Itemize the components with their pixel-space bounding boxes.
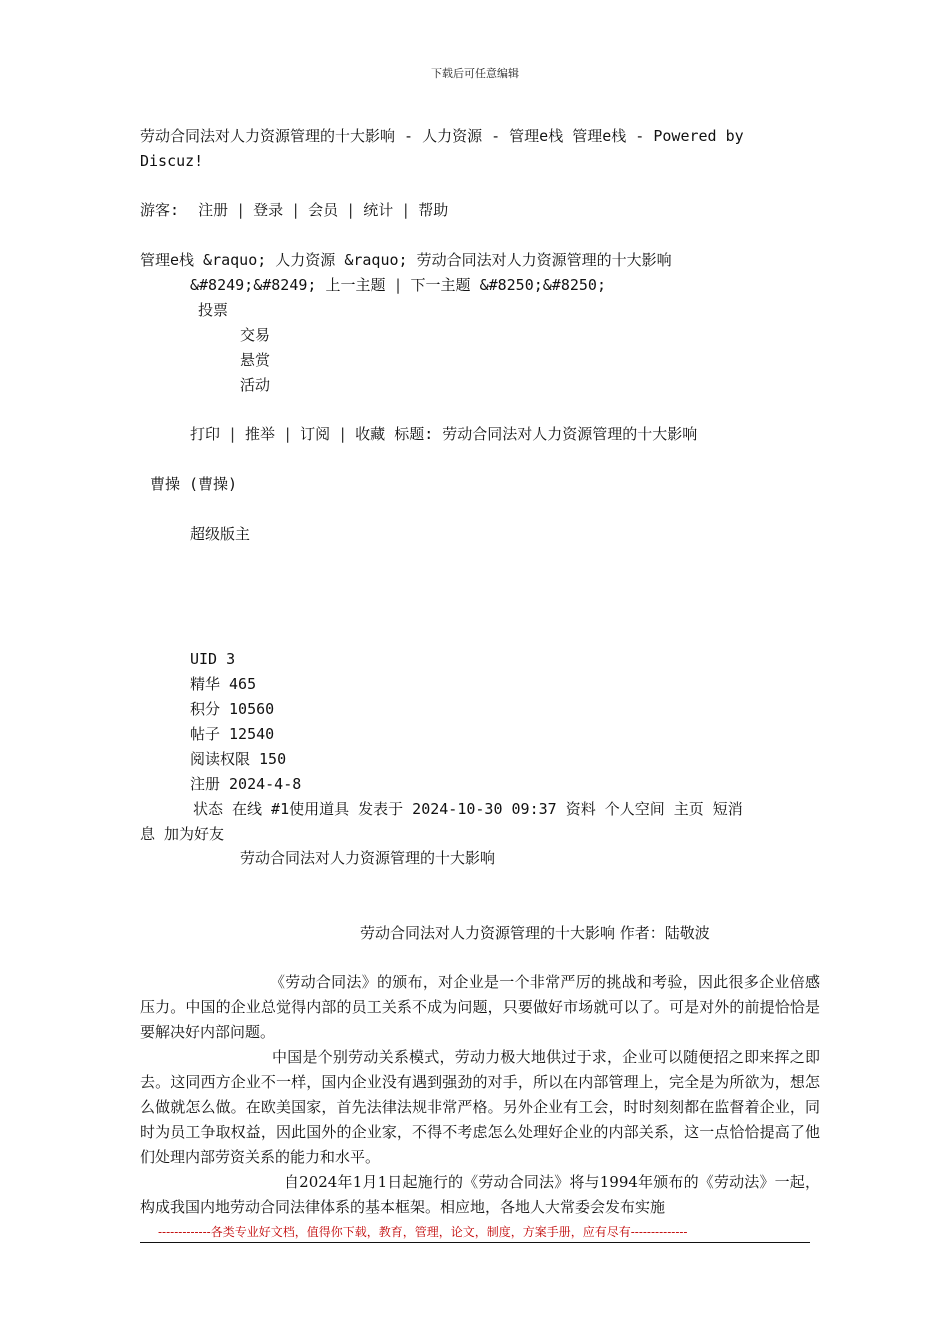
nav-stats[interactable]: 统计 [363, 201, 394, 219]
author-rank: 超级版主 [190, 525, 251, 543]
guest-label: 游客: [140, 201, 180, 219]
post-meta-line2: 息 加为好友 [140, 825, 225, 843]
nav-login[interactable]: 登录 [253, 201, 284, 219]
download-note: 下载后可任意编辑 [431, 67, 519, 80]
post-type-activity[interactable]: 活动 [240, 376, 271, 394]
footer-divider [140, 1242, 810, 1243]
author-stat-digest: 精华 465 [190, 675, 257, 693]
recommend-link[interactable]: 推举 [245, 425, 276, 443]
thread-nav: &#8249;&#8249; 上一主题 | 下一主题 &#8250;&#8250; [190, 276, 606, 294]
post-type-reward[interactable]: 悬赏 [240, 351, 271, 369]
author-stat-registered: 注册 2024-4-8 [190, 775, 302, 793]
page-title-line1: 劳动合同法对人力资源管理的十大影响 - 人力资源 - 管理e栈 管理e栈 - Powered by [140, 127, 744, 145]
post-meta-line1: 状态 在线 #1使用道具 发表于 2024-10-30 09:37 资料 个人空间 主页 短消 [193, 800, 743, 818]
nav-members[interactable]: 会员 [308, 201, 339, 219]
author-stat-posts: 帖子 12540 [190, 725, 275, 743]
guest-nav: 游客: 注册 | 登录 | 会员 | 统计 | 帮助 [140, 201, 449, 219]
nav-help[interactable]: 帮助 [418, 201, 449, 219]
subscribe-link[interactable]: 订阅 [300, 425, 331, 443]
thread-title: 标题: 劳动合同法对人力资源管理的十大影响 [394, 425, 698, 443]
print-link[interactable]: 打印 [190, 425, 221, 443]
author-stat-points: 积分 10560 [190, 700, 275, 718]
article-paragraph-2: 中国是个别劳动关系模式，劳动力极大地供过于求，企业可以随便招之即来挥之即去。这同西方企业不一样，国内企业没有遇到强劲的对手，所以在内部管理上，完全是为所欲为，想怎么做就怎么做。在欧美国家，首先法律法规非常严格。另外企业有工会，时时刻刻都在监督着企业，同时为员工争取权益，因此国外的企业家，不得不考虑怎么处理好企业的内部关系，这一点恰恰提高了他们处理内部劳资关系的能力和水平。 [140, 1048, 820, 1166]
nav-register[interactable]: 注册 [198, 201, 229, 219]
author-name[interactable]: 曹操 (曹操) [150, 475, 238, 493]
author-stat-uid: UID 3 [190, 650, 236, 668]
article-paragraph-3: 自2024年1月1日起施行的《劳动合同法》将与1994年颁布的《劳动法》一起，构成我国内地劳动合同法律体系的基本框架。相应地，各地人大常委会发布实施 [140, 1173, 820, 1216]
article-heading: 劳动合同法对人力资源管理的十大影响 作者：陆敬波 [360, 924, 710, 942]
article-paragraph-1: 《劳动合同法》的颁布，对企业是一个非常严厉的挑战和考验，因此很多企业倍感压力。中国的企业总觉得内部的员工关系不成为问题，只要做好市场就可以了。可是对外的前提恰恰是要解决好内部问题。 [140, 973, 820, 1041]
favorite-link[interactable]: 收藏 [355, 425, 386, 443]
footer-promo-note: -------------各类专业好文档，值得你下载，教育，管理，论文，制度，方案手册，应有尽有-------------- [158, 1225, 688, 1239]
page-title-line2: Discuz! [140, 152, 204, 170]
author-stat-read-perm: 阅读权限 150 [190, 750, 287, 768]
post-type-vote[interactable]: 投票 [198, 301, 229, 319]
next-thread-link[interactable]: 下一主题 [410, 276, 471, 294]
post-subject: 劳动合同法对人力资源管理的十大影响 [240, 849, 496, 867]
next-arrows: &#8250;&#8250; [479, 276, 606, 294]
thread-actions: 打印 | 推举 | 订阅 | 收藏 标题: 劳动合同法对人力资源管理的十大影响 [190, 425, 698, 443]
prev-arrows: &#8249;&#8249; [190, 276, 317, 294]
breadcrumb[interactable]: 管理e栈 &raquo; 人力资源 &raquo; 劳动合同法对人力资源管理的十大影响 [140, 251, 672, 269]
prev-thread-link[interactable]: 上一主题 [325, 276, 386, 294]
post-type-trade[interactable]: 交易 [240, 326, 271, 344]
